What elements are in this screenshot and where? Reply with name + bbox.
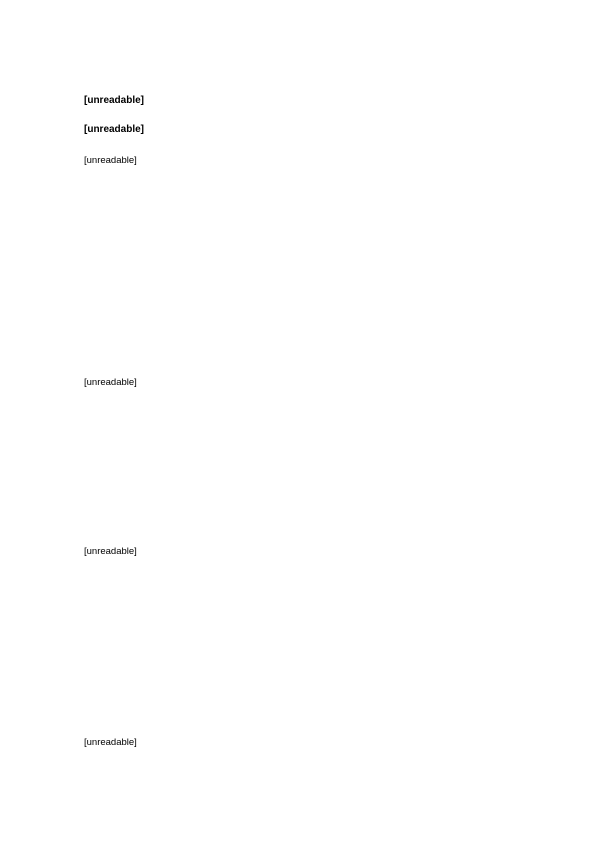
body-paragraph-3: [unreadable] (84, 546, 137, 557)
body-paragraph-1: [unreadable] (84, 155, 137, 166)
document-subtitle: [unreadable] (84, 124, 145, 135)
body-paragraph-2: [unreadable] (84, 377, 137, 388)
body-paragraph-4: [unreadable] (84, 737, 137, 748)
document-header: [unreadable] (84, 95, 145, 106)
